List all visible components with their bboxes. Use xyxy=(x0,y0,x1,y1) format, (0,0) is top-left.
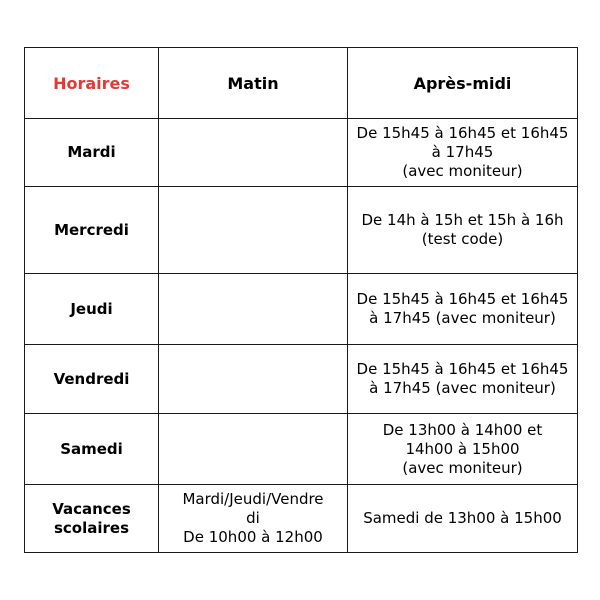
table-row xyxy=(25,485,578,553)
morning-text: Mardi/Jeudi/Vendre di De 10h00 à 12h00 xyxy=(182,490,324,546)
afternoon-text: De 15h45 à 16h45 et 16h45 à 17h45 (avec moniteur) xyxy=(356,360,569,397)
morning-cell xyxy=(159,345,348,414)
afternoon-text: Samedi de 13h00 à 15h00 xyxy=(363,509,562,527)
afternoon-cell xyxy=(348,119,578,187)
day-cell xyxy=(25,274,159,345)
afternoon-text: De 15h45 à 16h45 et 16h45 à 17h45 (avec moniteur) xyxy=(356,124,569,180)
afternoon-cell xyxy=(348,345,578,414)
header-hours: Horaires xyxy=(25,48,159,119)
afternoon-cell xyxy=(348,414,578,485)
table-row xyxy=(25,119,578,187)
table-row xyxy=(25,414,578,485)
morning-cell xyxy=(159,485,348,553)
day-cell xyxy=(25,414,159,485)
header-morning: Matin xyxy=(159,48,348,119)
table-row xyxy=(25,345,578,414)
morning-cell xyxy=(159,274,348,345)
day-label: Vacances scolaires xyxy=(52,499,131,537)
day-label: Vendredi xyxy=(53,369,130,388)
day-label: Mardi xyxy=(67,143,116,161)
afternoon-cell xyxy=(348,187,578,274)
morning-cell xyxy=(159,187,348,274)
afternoon-text: De 15h45 à 16h45 et 16h45 à 17h45 (avec moniteur) xyxy=(356,290,569,327)
day-label: Samedi xyxy=(60,439,123,458)
day-cell xyxy=(25,345,159,414)
afternoon-text: De 14h à 15h et 15h à 16h (test code) xyxy=(361,211,564,248)
day-label: Mercredi xyxy=(54,220,129,239)
table-row xyxy=(25,187,578,274)
day-cell xyxy=(25,485,159,553)
schedule-table xyxy=(24,47,578,553)
afternoon-cell xyxy=(348,485,578,553)
day-cell xyxy=(25,187,159,274)
day-label: Jeudi xyxy=(70,299,113,318)
header-afternoon: Après-midi xyxy=(348,48,578,119)
morning-cell xyxy=(159,119,348,187)
day-cell xyxy=(25,119,159,187)
afternoon-text: De 13h00 à 14h00 et 14h00 à 15h00 (avec moniteur) xyxy=(382,420,543,477)
table-header-row xyxy=(25,48,578,119)
morning-cell xyxy=(159,414,348,485)
table-row xyxy=(25,274,578,345)
afternoon-cell xyxy=(348,274,578,345)
